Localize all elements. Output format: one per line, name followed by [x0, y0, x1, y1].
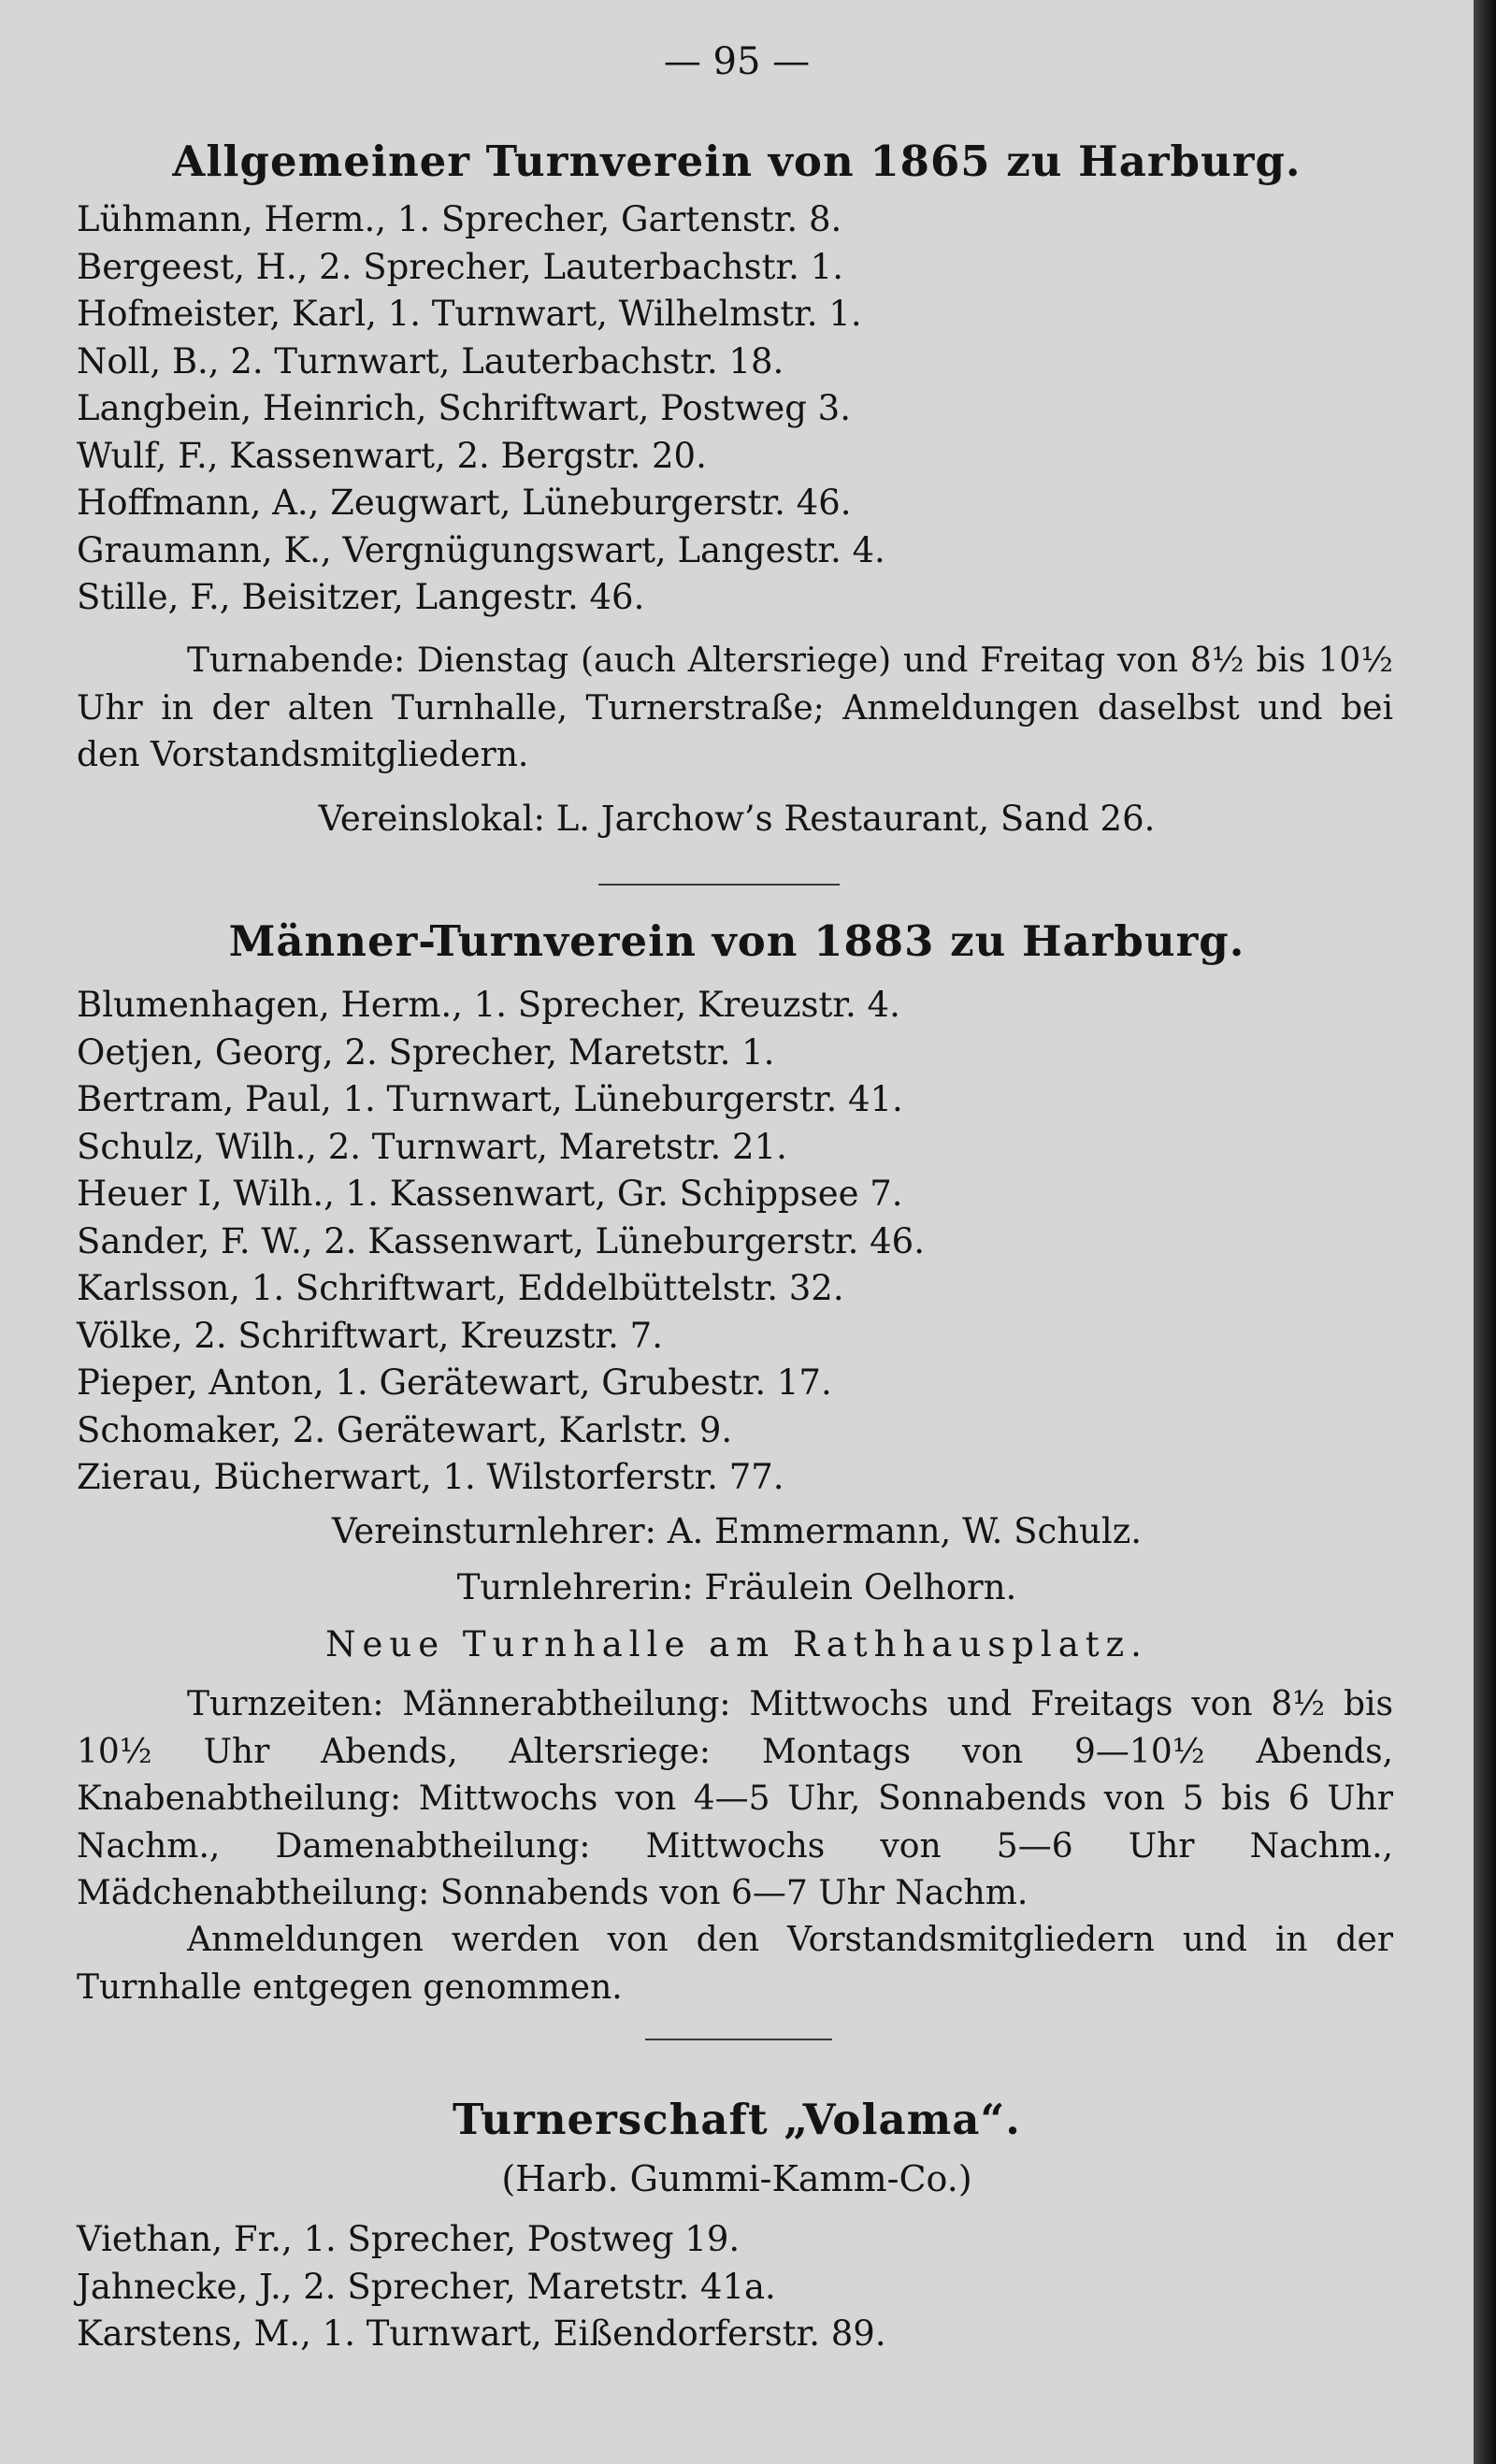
list-item: Noll, B., 2. Turnwart, Lauterbachstr. 18. — [77, 340, 784, 382]
section-title-allgemeiner-turnverein: Allgemeiner Turnverein von 1865 zu Harburg. — [172, 137, 1302, 186]
list-item: Jahnecke, J., 2. Sprecher, Maretstr. 41a. — [77, 2266, 776, 2307]
list-item: Heuer I, Wilh., 1. Kassenwart, Gr. Schippsee 7. — [77, 1174, 903, 1214]
list-item: Schomaker, 2. Gerätewart, Karlstr. 9. — [77, 1409, 733, 1450]
vereinsturnlehrer-line: Vereinsturnlehrer: A. Emmermann, W. Schulz. — [332, 1511, 1142, 1551]
section-divider — [645, 2039, 832, 2040]
turnabende-paragraph: Turnabende: Dienstag (auch Altersriege) und Freitag von 8½ bis 10½ Uhr in der alten Turnhalle, Turnerstraße; Anmeldungen daselbst und bei den Vorstandsmitgliedern. — [77, 641, 1393, 774]
list-item: Stille, F., Beisitzer, Langestr. 46. — [77, 577, 645, 617]
list-item: Blumenhagen, Herm., 1. Sprecher, Kreuzstr. 4. — [77, 985, 900, 1025]
list-item: Viethan, Fr., 1. Sprecher, Postweg 19. — [77, 2219, 741, 2259]
list-item: Karstens, M., 1. Turnwart, Eißendorferstr. 89. — [77, 2313, 886, 2354]
neue-turnhalle-line: Neue Turnhalle am Rathhausplatz. — [325, 1624, 1148, 1664]
vereinslokal-line: Vereinslokal: L. Jarchow’s Restaurant, Sand 26. — [318, 799, 1156, 839]
list-item: Völke, 2. Schriftwart, Kreuzstr. 7. — [77, 1315, 663, 1356]
section-subtitle-volama: (Harb. Gummi-Kamm-Co.) — [501, 2158, 972, 2199]
turnlehrerin-line: Turnlehrerin: Fräulein Oelhorn. — [456, 1567, 1017, 1607]
list-item: Langbein, Heinrich, Schriftwart, Postweg 3. — [77, 388, 851, 428]
list-item: Graumann, K., Vergnügungswart, Langestr. 4. — [77, 529, 885, 570]
member-list-allgemeiner-turnverein — [77, 196, 885, 622]
list-item: Lühmann, Herm., 1. Sprecher, Gartenstr. 8. — [77, 199, 842, 239]
list-item: Bergeest, H., 2. Sprecher, Lauterbachstr. 1. — [77, 246, 843, 287]
section-title-maenner-turnverein: Männer-Turnverein von 1883 zu Harburg. — [228, 916, 1245, 966]
anmeldungen-paragraph: Anmeldungen werden von den Vorstandsmitgliedern und in der Turnhalle entgegen genommen. — [77, 1921, 1393, 2007]
page-number: — 95 — — [663, 40, 811, 83]
section-title-turnerschaft-volama: Turnerschaft „Volama“. — [453, 2095, 1021, 2144]
list-item: Pieper, Anton, 1. Gerätewart, Grubestr. 17. — [77, 1362, 832, 1403]
section-divider — [598, 884, 840, 886]
list-item: Wulf, F., Kassenwart, 2. Bergstr. 20. — [77, 435, 707, 476]
list-item: Sander, F. W., 2. Kassenwart, Lüneburgerstr. 46. — [77, 1220, 925, 1261]
member-list-maenner-turnverein — [77, 982, 925, 1502]
member-list-turnerschaft-volama — [77, 2216, 886, 2358]
list-item: Schulz, Wilh., 2. Turnwart, Maretstr. 21. — [77, 1126, 787, 1167]
list-item: Oetjen, Georg, 2. Sprecher, Maretstr. 1. — [77, 1031, 775, 1073]
list-item: Karlsson, 1. Schriftwart, Eddelbüttelstr. 32. — [77, 1268, 844, 1308]
turnzeiten-paragraph: Turnzeiten: Männerabtheilung: Mittwochs und Freitags von 8½ bis 10½ Uhr Abends, Altersriege: Montags von 9—10½ Abends, Knabenabtheilung: Mittwochs von 4—5 Uhr, Sonnabends von 5 bis 6 Uhr Nachm., Damenabtheilung: Mittwochs von 5—6 Uhr Nachm., Mädchenabtheilung: Sonnabends von 6—7 Uhr Nachm. — [77, 1685, 1393, 1912]
list-item: Hoffmann, A., Zeugwart, Lüneburgerstr. 46. — [77, 483, 852, 523]
list-item: Hofmeister, Karl, 1. Turnwart, Wilhelmstr. 1. — [77, 294, 862, 334]
list-item: Bertram, Paul, 1. Turnwart, Lüneburgerstr. 41. — [77, 1079, 903, 1119]
list-item: Zierau, Bücherwart, 1. Wilstorferstr. 77. — [77, 1457, 784, 1497]
page-edge-shadow — [1474, 0, 1496, 2464]
